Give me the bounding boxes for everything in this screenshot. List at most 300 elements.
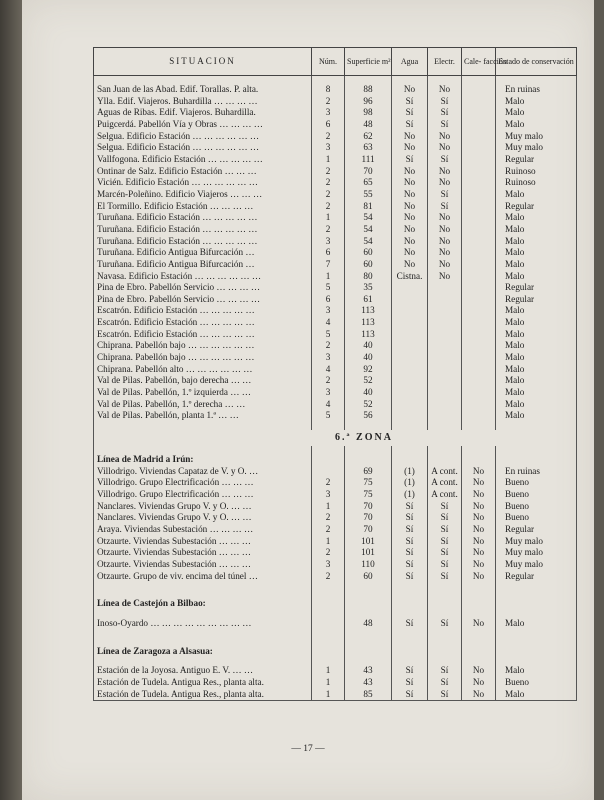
- cell-sit: Nanclares. Viviendas Grupo V. y O. … …: [94, 512, 312, 524]
- cell-est: Malo: [496, 352, 577, 364]
- cell-cal: [462, 212, 496, 224]
- cell-est: Regular: [496, 154, 577, 166]
- cell-agua: [392, 317, 428, 329]
- cell-sup: 113: [345, 329, 392, 341]
- table-row: [94, 571, 577, 583]
- cell-agua: [392, 305, 428, 317]
- cell-agua: No: [392, 166, 428, 178]
- cell-sup: 69: [345, 466, 392, 478]
- table-row: [94, 84, 577, 96]
- cell-elec: [428, 352, 462, 364]
- cell-num: 6: [312, 294, 345, 306]
- cell-sup: 60: [345, 247, 392, 259]
- table-row: [94, 501, 577, 513]
- cell-cal: [462, 236, 496, 248]
- cell-elec: No: [428, 166, 462, 178]
- cell-sit: Villodrigo. Grupo Electrificación … … …: [94, 489, 312, 501]
- cell-elec: Sí: [428, 536, 462, 548]
- cell-sup: 40: [345, 340, 392, 352]
- cell-sup: 60: [345, 259, 392, 271]
- cell-est: Regular: [496, 524, 577, 536]
- cell-elec: Sí: [428, 559, 462, 571]
- cell-sup: 60: [345, 571, 392, 583]
- cell-num: 4: [312, 317, 345, 329]
- cell-elec: Sí: [428, 677, 462, 689]
- cell-num: 6: [312, 247, 345, 259]
- cell-num: 1: [312, 536, 345, 548]
- cell-agua: [392, 399, 428, 411]
- cell-sit: Turuñana. Edificio Antigua Bifurcación …: [94, 259, 312, 271]
- cell-elec: No: [428, 177, 462, 189]
- table-row: [94, 399, 577, 411]
- cell-num: 1: [312, 154, 345, 166]
- cell-elec: [428, 387, 462, 399]
- cell-sup: 40: [345, 387, 392, 399]
- cell-est: Malo: [496, 119, 577, 131]
- cell-sit: Estación de Tudela. Antigua Res., planta alta.: [94, 689, 312, 701]
- cell-sit: Aguas de Ribas. Edif. Viajeros. Buhardilla.: [94, 107, 312, 119]
- cell-sit: Val de Pilas. Pabellón, 1.º derecha … …: [94, 399, 312, 411]
- cell-num: 4: [312, 364, 345, 376]
- cell-sit: Ontinar de Salz. Edificio Estación … … …: [94, 166, 312, 178]
- cell-elec: No: [428, 236, 462, 248]
- cell-agua: Sí: [392, 536, 428, 548]
- cell-cal: [462, 84, 496, 96]
- cell-num: 1: [312, 501, 345, 513]
- cell-num: 1: [312, 665, 345, 677]
- cell-sup: 92: [345, 364, 392, 376]
- cell-est: Malo: [496, 317, 577, 329]
- header-num: Núm.: [312, 48, 345, 76]
- cell-est: Ruinoso: [496, 177, 577, 189]
- cell-sit: Val de Pilas. Pabellón, planta 1.ª … …: [94, 410, 312, 422]
- cell-sit: Villodrigo. Grupo Electrificación … … …: [94, 477, 312, 489]
- cell-elec: Sí: [428, 107, 462, 119]
- cell-cal: [462, 154, 496, 166]
- cell-sit: Chiprana. Pabellón alto … … … … … …: [94, 364, 312, 376]
- cell-num: 6: [312, 119, 345, 131]
- cell-est: Muy malo: [496, 559, 577, 571]
- cell-cal: [462, 259, 496, 271]
- cell-num: 3: [312, 107, 345, 119]
- table-row: [94, 618, 577, 630]
- cell-agua: Sí: [392, 677, 428, 689]
- table-row: [94, 212, 577, 224]
- cell-agua: No: [392, 131, 428, 143]
- cell-num: 2: [312, 477, 345, 489]
- cell-num: 3: [312, 489, 345, 501]
- cell-sit: Escatrón. Edificio Estación … … … … …: [94, 305, 312, 317]
- cell-est: Malo: [496, 689, 577, 701]
- cell-cal: [462, 131, 496, 143]
- cell-agua: Sí: [392, 96, 428, 108]
- cell-num: 2: [312, 512, 345, 524]
- cell-cal: No: [462, 536, 496, 548]
- cell-cal: [462, 375, 496, 387]
- cell-num: [312, 618, 345, 630]
- cell-elec: Sí: [428, 512, 462, 524]
- cell-agua: Sí: [392, 501, 428, 513]
- cell-agua: (1): [392, 489, 428, 501]
- cell-cal: No: [462, 547, 496, 559]
- cell-agua: No: [392, 84, 428, 96]
- cell-sup: 54: [345, 236, 392, 248]
- cell-elec: No: [428, 247, 462, 259]
- housing-table: [93, 47, 577, 701]
- cell-elec: A cont.: [428, 477, 462, 489]
- cell-sup: 113: [345, 305, 392, 317]
- cell-num: 5: [312, 410, 345, 422]
- cell-agua: Sí: [392, 119, 428, 131]
- table-row: [94, 317, 577, 329]
- cell-agua: [392, 375, 428, 387]
- cell-elec: Sí: [428, 154, 462, 166]
- cell-agua: Cistna.: [392, 271, 428, 283]
- cell-num: 2: [312, 571, 345, 583]
- cell-sup: 48: [345, 618, 392, 630]
- cell-est: Malo: [496, 247, 577, 259]
- cell-sup: 81: [345, 201, 392, 213]
- cell-sit: Val de Pilas. Pabellón, bajo derecha … …: [94, 375, 312, 387]
- cell-est: Bueno: [496, 477, 577, 489]
- cell-cal: No: [462, 677, 496, 689]
- cell-num: 8: [312, 84, 345, 96]
- cell-cal: [462, 166, 496, 178]
- cell-elec: No: [428, 271, 462, 283]
- table-row: [94, 154, 577, 166]
- spacer-row: [94, 657, 577, 665]
- cell-elec: No: [428, 142, 462, 154]
- line-heading-text: Línea de Castejón a Bilbao:: [94, 598, 312, 610]
- cell-elec: [428, 340, 462, 352]
- cell-agua: No: [392, 259, 428, 271]
- cell-agua: No: [392, 201, 428, 213]
- cell-est: Malo: [496, 224, 577, 236]
- cell-elec: Sí: [428, 501, 462, 513]
- cell-sit: Turuñana. Edificio Antigua Bifurcación …: [94, 247, 312, 259]
- cell-sup: 70: [345, 166, 392, 178]
- cell-num: 2: [312, 524, 345, 536]
- cell-est: Malo: [496, 189, 577, 201]
- cell-sup: 88: [345, 84, 392, 96]
- cell-sup: 55: [345, 189, 392, 201]
- cell-cal: [462, 201, 496, 213]
- cell-est: Malo: [496, 271, 577, 283]
- cell-sup: 43: [345, 665, 392, 677]
- cell-elec: [428, 329, 462, 341]
- cell-agua: No: [392, 212, 428, 224]
- cell-cal: [462, 107, 496, 119]
- cell-est: Muy malo: [496, 131, 577, 143]
- cell-num: [312, 466, 345, 478]
- cell-sup: 35: [345, 282, 392, 294]
- cell-cal: No: [462, 489, 496, 501]
- table-row: [94, 536, 577, 548]
- cell-agua: [392, 294, 428, 306]
- cell-est: Bueno: [496, 489, 577, 501]
- cell-cal: [462, 329, 496, 341]
- cell-sit: Otzaurte. Viviendas Subestación … … …: [94, 547, 312, 559]
- cell-sup: 111: [345, 154, 392, 166]
- cell-sit: Otzaurte. Viviendas Subestación … … …: [94, 559, 312, 571]
- cell-sup: 96: [345, 96, 392, 108]
- cell-sit: Araya. Viviendas Subestación … … … …: [94, 524, 312, 536]
- cell-num: 2: [312, 166, 345, 178]
- cell-sup: 61: [345, 294, 392, 306]
- cell-sup: 113: [345, 317, 392, 329]
- cell-sit: Otzaurte. Grupo de viv. encima del túnel …: [94, 571, 312, 583]
- cell-num: 1: [312, 212, 345, 224]
- cell-cal: No: [462, 512, 496, 524]
- cell-sit: Escatrón. Edificio Estación … … … … …: [94, 317, 312, 329]
- cell-est: Muy malo: [496, 142, 577, 154]
- cell-sit: Escatrón. Edificio Estación … … … … …: [94, 329, 312, 341]
- cell-cal: [462, 305, 496, 317]
- cell-cal: [462, 399, 496, 411]
- cell-est: Regular: [496, 201, 577, 213]
- page-number: — 17 —: [291, 744, 325, 754]
- table-row: [94, 142, 577, 154]
- cell-sup: 54: [345, 212, 392, 224]
- cell-cal: [462, 96, 496, 108]
- cell-elec: Sí: [428, 119, 462, 131]
- cell-sit: Turuñana. Edificio Estación … … … … …: [94, 224, 312, 236]
- cell-num: 2: [312, 375, 345, 387]
- cell-elec: Sí: [428, 96, 462, 108]
- table-row: [94, 294, 577, 306]
- cell-sup: 80: [345, 271, 392, 283]
- cell-est: Malo: [496, 410, 577, 422]
- spacer-row: [94, 76, 577, 85]
- cell-cal: [462, 294, 496, 306]
- cell-cal: No: [462, 477, 496, 489]
- cell-sit: Estación de Tudela. Antigua Res., planta alta.: [94, 677, 312, 689]
- cell-cal: [462, 352, 496, 364]
- cell-agua: [392, 329, 428, 341]
- cell-est: Muy malo: [496, 547, 577, 559]
- cell-elec: Sí: [428, 189, 462, 201]
- cell-est: Malo: [496, 387, 577, 399]
- cell-sit: Estación de la Joyosa. Antiguo E. V. … …: [94, 665, 312, 677]
- cell-agua: [392, 364, 428, 376]
- table-row: [94, 259, 577, 271]
- zone-heading-row: [94, 430, 577, 446]
- cell-est: Malo: [496, 96, 577, 108]
- cell-agua: [392, 352, 428, 364]
- table-row: [94, 689, 577, 701]
- cell-num: 5: [312, 282, 345, 294]
- cell-agua: Sí: [392, 107, 428, 119]
- table-row: [94, 340, 577, 352]
- cell-elec: A cont.: [428, 466, 462, 478]
- cell-sit: Pina de Ebro. Pabellón Servicio … … … …: [94, 282, 312, 294]
- cell-sit: Otzaurte. Viviendas Subestación … … …: [94, 536, 312, 548]
- cell-est: Malo: [496, 665, 577, 677]
- table-row: [94, 559, 577, 571]
- cell-elec: [428, 282, 462, 294]
- cell-cal: [462, 317, 496, 329]
- cell-est: En ruinas: [496, 466, 577, 478]
- table-row: [94, 224, 577, 236]
- cell-est: Regular: [496, 294, 577, 306]
- cell-cal: No: [462, 501, 496, 513]
- header-agua: Agua: [392, 48, 428, 76]
- cell-cal: [462, 177, 496, 189]
- table-row: [94, 512, 577, 524]
- cell-agua: No: [392, 142, 428, 154]
- cell-est: Bueno: [496, 512, 577, 524]
- spacer-row: [94, 582, 577, 598]
- cell-est: En ruinas: [496, 84, 577, 96]
- cell-agua: Sí: [392, 689, 428, 701]
- cell-elec: Sí: [428, 547, 462, 559]
- table-row: [94, 387, 577, 399]
- cell-agua: [392, 387, 428, 399]
- cell-est: Regular: [496, 571, 577, 583]
- line-heading: [94, 646, 577, 658]
- cell-num: 2: [312, 340, 345, 352]
- cell-sit: Pina de Ebro. Pabellón Servicio … … … …: [94, 294, 312, 306]
- cell-elec: No: [428, 212, 462, 224]
- table-row: [94, 166, 577, 178]
- line-heading: [94, 454, 577, 466]
- cell-sup: 52: [345, 399, 392, 411]
- table-row: [94, 119, 577, 131]
- cell-num: 2: [312, 177, 345, 189]
- cell-cal: [462, 247, 496, 259]
- cell-est: Bueno: [496, 677, 577, 689]
- cell-sup: 43: [345, 677, 392, 689]
- cell-sit: Puigcerdá. Pabellón Vía y Obras … … … …: [94, 119, 312, 131]
- cell-est: Malo: [496, 305, 577, 317]
- cell-est: Malo: [496, 212, 577, 224]
- table-row: [94, 375, 577, 387]
- cell-agua: Sí: [392, 512, 428, 524]
- cell-agua: (1): [392, 466, 428, 478]
- cell-cal: [462, 387, 496, 399]
- cell-num: 4: [312, 399, 345, 411]
- table-row: [94, 271, 577, 283]
- cell-sit: Vallfogona. Edificio Estación … … … … …: [94, 154, 312, 166]
- cell-num: 2: [312, 131, 345, 143]
- cell-elec: No: [428, 259, 462, 271]
- table-row: [94, 524, 577, 536]
- cell-cal: [462, 282, 496, 294]
- table-row: [94, 236, 577, 248]
- table-row: [94, 177, 577, 189]
- cell-sit: Selgua. Edificio Estación … … … … … …: [94, 131, 312, 143]
- cell-elec: A cont.: [428, 489, 462, 501]
- table-header-row: [94, 48, 577, 76]
- cell-sit: Villodrigo. Viviendas Capataz de V. y O. …: [94, 466, 312, 478]
- cell-sup: 101: [345, 547, 392, 559]
- cell-cal: No: [462, 466, 496, 478]
- cell-elec: Sí: [428, 524, 462, 536]
- cell-est: Bueno: [496, 501, 577, 513]
- header-superficie: Superficie m²: [345, 48, 392, 76]
- table-row: [94, 477, 577, 489]
- cell-sup: 40: [345, 352, 392, 364]
- header-calefaccion: Cale- facción: [462, 48, 496, 76]
- cell-num: 3: [312, 559, 345, 571]
- cell-sup: 85: [345, 689, 392, 701]
- cell-est: Malo: [496, 107, 577, 119]
- cell-elec: [428, 317, 462, 329]
- cell-sit: Chiprana. Pabellón bajo … … … … … …: [94, 352, 312, 364]
- cell-sup: 48: [345, 119, 392, 131]
- cell-agua: No: [392, 224, 428, 236]
- cell-sup: 101: [345, 536, 392, 548]
- table-row: [94, 352, 577, 364]
- cell-num: 2: [312, 224, 345, 236]
- cell-est: Malo: [496, 375, 577, 387]
- cell-est: Malo: [496, 618, 577, 630]
- cell-elec: No: [428, 131, 462, 143]
- cell-est: Malo: [496, 329, 577, 341]
- cell-num: 2: [312, 189, 345, 201]
- table-row: [94, 489, 577, 501]
- cell-cal: [462, 142, 496, 154]
- cell-cal: No: [462, 524, 496, 536]
- zone-heading: 6.ª ZONA: [94, 430, 577, 446]
- table-row: [94, 677, 577, 689]
- cell-sit: Selgua. Edificio Estación … … … … … …: [94, 142, 312, 154]
- cell-est: Malo: [496, 259, 577, 271]
- cell-num: 2: [312, 96, 345, 108]
- cell-agua: No: [392, 236, 428, 248]
- cell-num: 3: [312, 236, 345, 248]
- cell-sit: Vicién. Edificio Estación … … … … … …: [94, 177, 312, 189]
- cell-sup: 75: [345, 477, 392, 489]
- cell-sit: Nanclares. Viviendas Grupo V. y O. … …: [94, 501, 312, 513]
- table-row: [94, 189, 577, 201]
- cell-elec: [428, 294, 462, 306]
- cell-num: 1: [312, 677, 345, 689]
- cell-num: 3: [312, 387, 345, 399]
- cell-num: 5: [312, 329, 345, 341]
- table-row: [94, 305, 577, 317]
- cell-sit: Turuñana. Edificio Estación … … … … …: [94, 236, 312, 248]
- cell-agua: Sí: [392, 559, 428, 571]
- cell-cal: [462, 364, 496, 376]
- line-heading: [94, 598, 577, 610]
- cell-agua: No: [392, 177, 428, 189]
- table-row: [94, 329, 577, 341]
- cell-sup: 56: [345, 410, 392, 422]
- cell-sit: Ylla. Edif. Viajeros. Buhardilla … … … …: [94, 96, 312, 108]
- cell-elec: [428, 399, 462, 411]
- cell-cal: [462, 189, 496, 201]
- table-row: [94, 364, 577, 376]
- spacer-row: [94, 422, 577, 430]
- cell-cal: No: [462, 559, 496, 571]
- cell-sit: Chiprana. Pabellón bajo … … … … … …: [94, 340, 312, 352]
- cell-num: 3: [312, 352, 345, 364]
- cell-elec: [428, 305, 462, 317]
- cell-est: Malo: [496, 236, 577, 248]
- cell-sup: 54: [345, 224, 392, 236]
- cell-elec: Sí: [428, 618, 462, 630]
- cell-cal: No: [462, 571, 496, 583]
- table-row: [94, 201, 577, 213]
- cell-cal: [462, 271, 496, 283]
- header-electr: Electr.: [428, 48, 462, 76]
- cell-est: Regular: [496, 282, 577, 294]
- cell-elec: [428, 410, 462, 422]
- cell-cal: [462, 119, 496, 131]
- table-row: [94, 282, 577, 294]
- cell-cal: [462, 224, 496, 236]
